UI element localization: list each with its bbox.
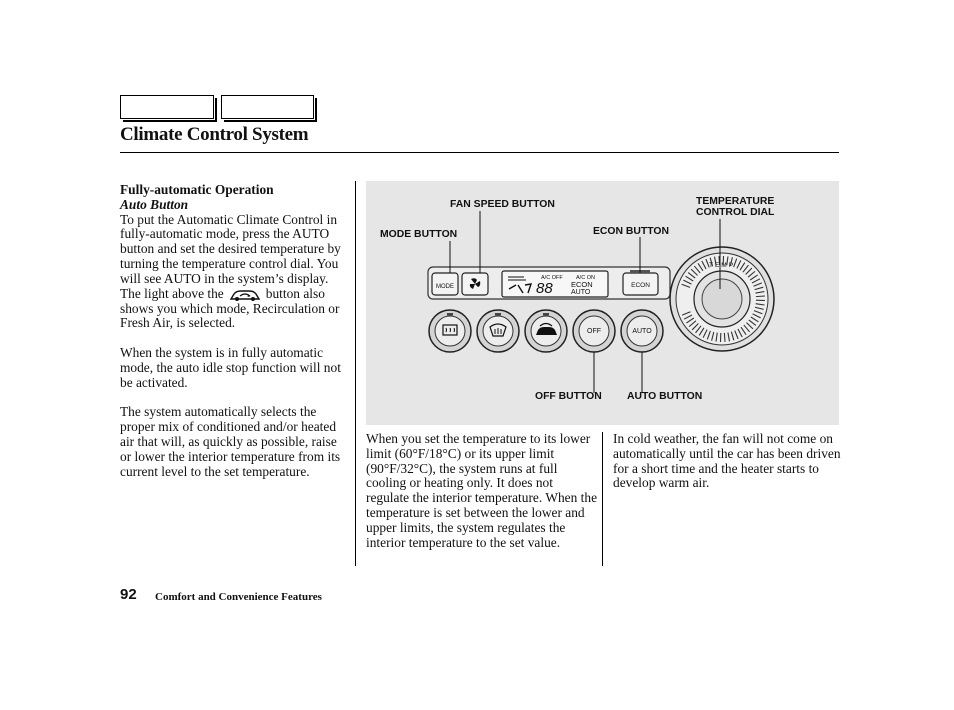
column-divider-left <box>355 181 356 566</box>
label-off-button: OFF BUTTON <box>535 391 602 402</box>
section-name: Comfort and Convenience Features <box>155 591 322 603</box>
nav-box-previous[interactable] <box>120 95 214 119</box>
label-mode-button: MODE BUTTON <box>380 229 458 240</box>
dial-tick <box>724 333 725 342</box>
off-button[interactable] <box>573 310 615 352</box>
auto-button[interactable] <box>621 310 663 352</box>
paragraph-text-part1: To put the Automatic Climate Control in fully-automatic mode, press the AUTO button and set the desired temperature by turning the temperature control dial. You will see AUTO in the system’s display. The light above the <box>120 211 341 301</box>
climate-control-panel-figure <box>366 181 839 425</box>
paragraph-text-part2: button also shows you which mode, Recirculation or Fresh Air, is selected. <box>120 285 340 331</box>
mode-key-label: MODE <box>436 284 454 290</box>
display-digits: 88 <box>536 280 553 297</box>
display-auto: AUTO <box>571 289 591 296</box>
auto-key-label: AUTO <box>632 328 652 335</box>
econ-key-label: ECON <box>631 282 650 289</box>
recirculation-car-icon <box>228 288 262 302</box>
label-econ-button: ECON BUTTON <box>593 226 670 237</box>
left-column <box>120 183 350 479</box>
dial-temp-label: TEMP <box>708 262 736 269</box>
display-econ: ECON <box>571 280 593 289</box>
section-subheading: Auto Button <box>120 196 189 212</box>
temperature-control-dial[interactable] <box>670 247 774 351</box>
column-divider-right <box>602 432 603 566</box>
display-ac-off: A/C OFF <box>541 275 563 281</box>
rear-defrost-button[interactable] <box>429 310 471 352</box>
middle-column <box>366 432 598 550</box>
recirculation-button[interactable] <box>525 310 567 352</box>
label-temperature-line1: TEMPERATURE <box>696 196 775 207</box>
paragraph-air-mix: The system automatically selects the proper mix of conditioned and/or heated air that will, as quickly as possible, raise or lower the interior temperature from its current level to the set temperature. <box>120 404 341 479</box>
right-column <box>613 432 843 491</box>
paragraph-cold-weather: In cold weather, the fan will not come on automatically until the car has been driven for a short time and the heater starts to develop warm air. <box>613 431 841 491</box>
label-auto-button: AUTO BUTTON <box>627 391 703 402</box>
section-heading: Fully-automatic Operation <box>120 182 274 197</box>
label-fan-speed-button: FAN SPEED BUTTON <box>450 199 555 210</box>
paragraph-temperature-limits: When you set the temperature to its lower limit (60°F/18°C) or its upper limit (90°F/32°C), the system runs at full cooling or heating only. It does not regulate the interior temperature. When the temperature is set between the lower and upper limits, the system regulates the interior temperature to the set value. <box>366 431 598 550</box>
page-title: Climate Control System <box>120 124 309 145</box>
label-temperature-control-dial <box>696 197 774 218</box>
off-key-label: OFF <box>587 328 601 335</box>
dial-tick <box>756 296 765 297</box>
nav-box-next[interactable] <box>221 95 314 119</box>
title-rule <box>120 152 839 153</box>
front-defrost-button[interactable] <box>477 310 519 352</box>
page-number: 92 <box>120 586 137 603</box>
paragraph-auto-button <box>120 213 350 332</box>
label-temperature-line2: CONTROL DIAL <box>696 206 775 218</box>
display-ac-on: A/C ON <box>576 275 595 281</box>
paragraph-idle-stop: When the system is in fully automatic mode, the auto idle stop function will not be activated. <box>120 345 341 390</box>
